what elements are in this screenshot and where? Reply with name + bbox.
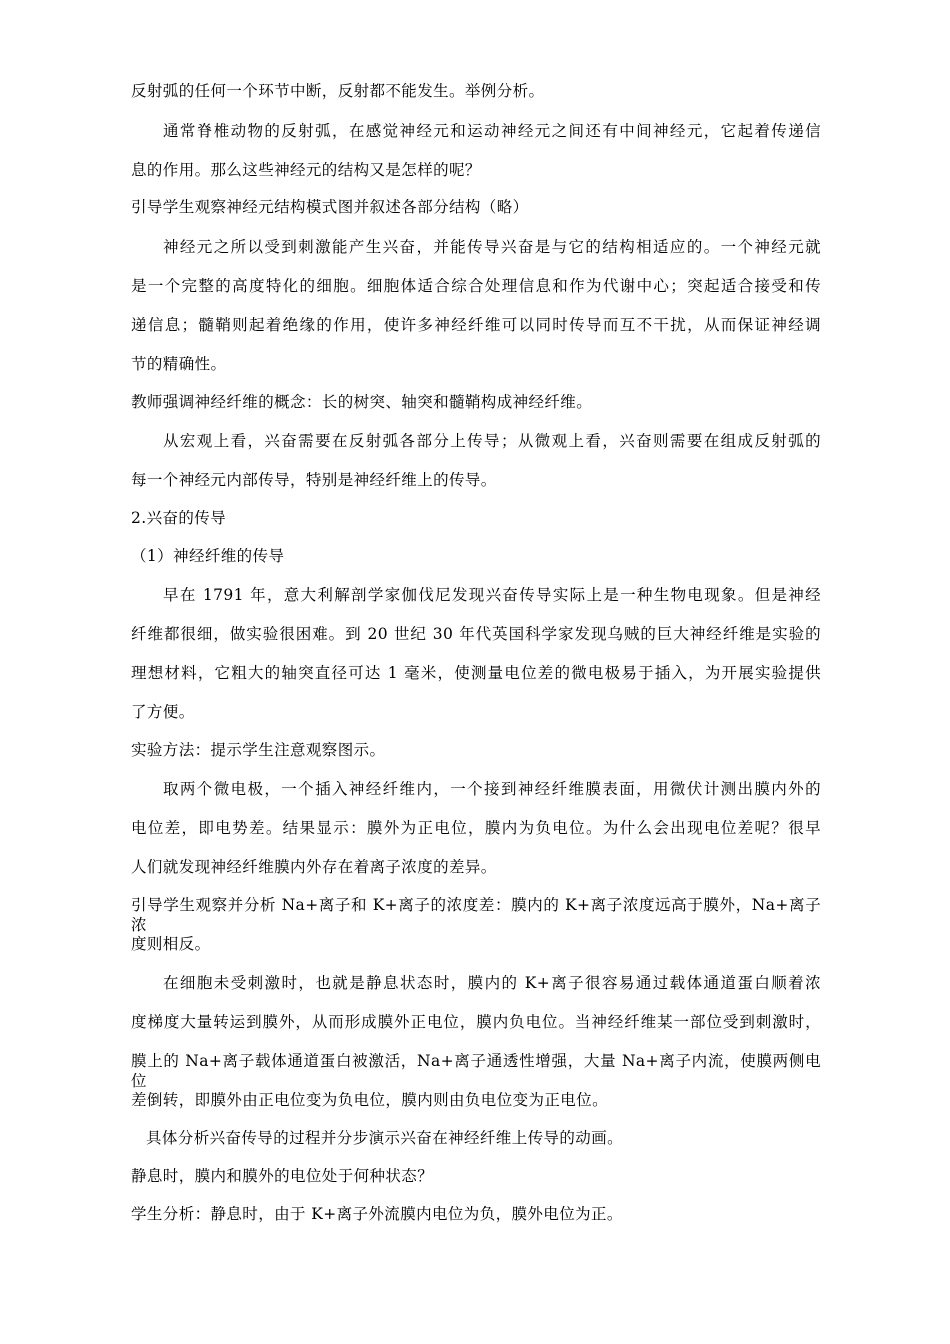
text-line: 度梯度大量转运到膜外，从而形成膜外正电位，膜内负电位。当神经纤维某一部位受到刺激时， <box>131 1013 821 1031</box>
text-line: 反射弧的任何一个环节中断，反射都不能发生。举例分析。 <box>131 82 545 100</box>
text-line: 膜上的 Na+离子载体通道蛋白被激活，Na+离子通透性增强，大量 Na+离子内流，使膜两侧电位 <box>131 1052 821 1090</box>
text-line: 递信息；髓鞘则起着绝缘的作用，使许多神经纤维可以同时传导而互不干扰，从而保证神经调 <box>131 316 821 334</box>
text-line: 神经元之所以受到刺激能产生兴奋，并能传导兴奋是与它的结构相适应的。一个神经元就 <box>163 238 821 256</box>
subsection-heading: （1）神经纤维的传导 <box>131 547 285 565</box>
text-line: 度则相反。 <box>131 935 211 953</box>
question-line: 静息时，膜内和膜外的电位处于何种状态？ <box>131 1167 434 1185</box>
text-line: 在细胞未受刺激时，也就是静息状态时，膜内的 K+离子很容易通过载体通道蛋白顺着浓 <box>163 974 821 992</box>
text-line: 取两个微电极，一个插入神经纤维内，一个接到神经纤维膜表面，用微伏计测出膜内外的 <box>163 780 821 798</box>
text-line: 了方便。 <box>131 703 195 721</box>
text-line: 人们就发现神经纤维膜内外存在着离子浓度的差异。 <box>131 858 497 876</box>
text-line: 息的作用。那么这些神经元的结构又是怎样的呢？ <box>131 161 481 179</box>
text-line: 纤维都很细，做实验很困难。到 20 世纪 30 年代英国科学家发现乌贼的巨大神经纤维是实验的 <box>131 625 821 643</box>
text-line: 理想材料，它粗大的轴突直径可达 1 毫米，使测量电位差的微电极易于插入，为开展实验提供 <box>131 664 821 682</box>
text-line: 实验方法：提示学生注意观察图示。 <box>131 741 386 759</box>
text-line: 学生分析：静息时，由于 K+离子外流膜内电位为负，膜外电位为正。 <box>131 1205 623 1223</box>
section-heading: 2.兴奋的传导 <box>131 509 227 527</box>
text-line: 从宏观上看，兴奋需要在反射弧各部分上传导；从微观上看，兴奋则需要在组成反射弧的 <box>163 432 821 450</box>
text-line: 引导学生观察并分析 Na+离子和 K+离子的浓度差：膜内的 K+离子浓度远高于膜外，Na+离子浓 <box>131 896 821 934</box>
text-line: 引导学生观察神经元结构模式图并叙述各部分结构（略） <box>131 198 529 216</box>
text-line: 教师强调神经纤维的概念：长的树突、轴突和髓鞘构成神经纤维。 <box>131 393 593 411</box>
text-line: 节的精确性。 <box>131 355 227 373</box>
text-line: 早在 1791 年，意大利解剖学家伽伐尼发现兴奋传导实际上是一种生物电现象。但是神经 <box>163 586 821 604</box>
text-line: 具体分析兴奋传导的过程并分步演示兴奋在神经纤维上传导的动画。 <box>146 1129 624 1147</box>
text-line: 通常脊椎动物的反射弧，在感觉神经元和运动神经元之间还有中间神经元，它起着传递信 <box>163 122 821 140</box>
text-line: 差倒转，即膜外由正电位变为负电位，膜内则由负电位变为正电位。 <box>131 1091 609 1109</box>
text-line: 每一个神经元内部传导，特别是神经纤维上的传导。 <box>131 471 497 489</box>
text-line: 是一个完整的高度特化的细胞。细胞体适合综合处理信息和作为代谢中心；突起适合接受和传 <box>131 277 821 295</box>
text-line: 电位差，即电势差。结果显示：膜外为正电位，膜内为负电位。为什么会出现电位差呢？很早 <box>131 819 821 837</box>
